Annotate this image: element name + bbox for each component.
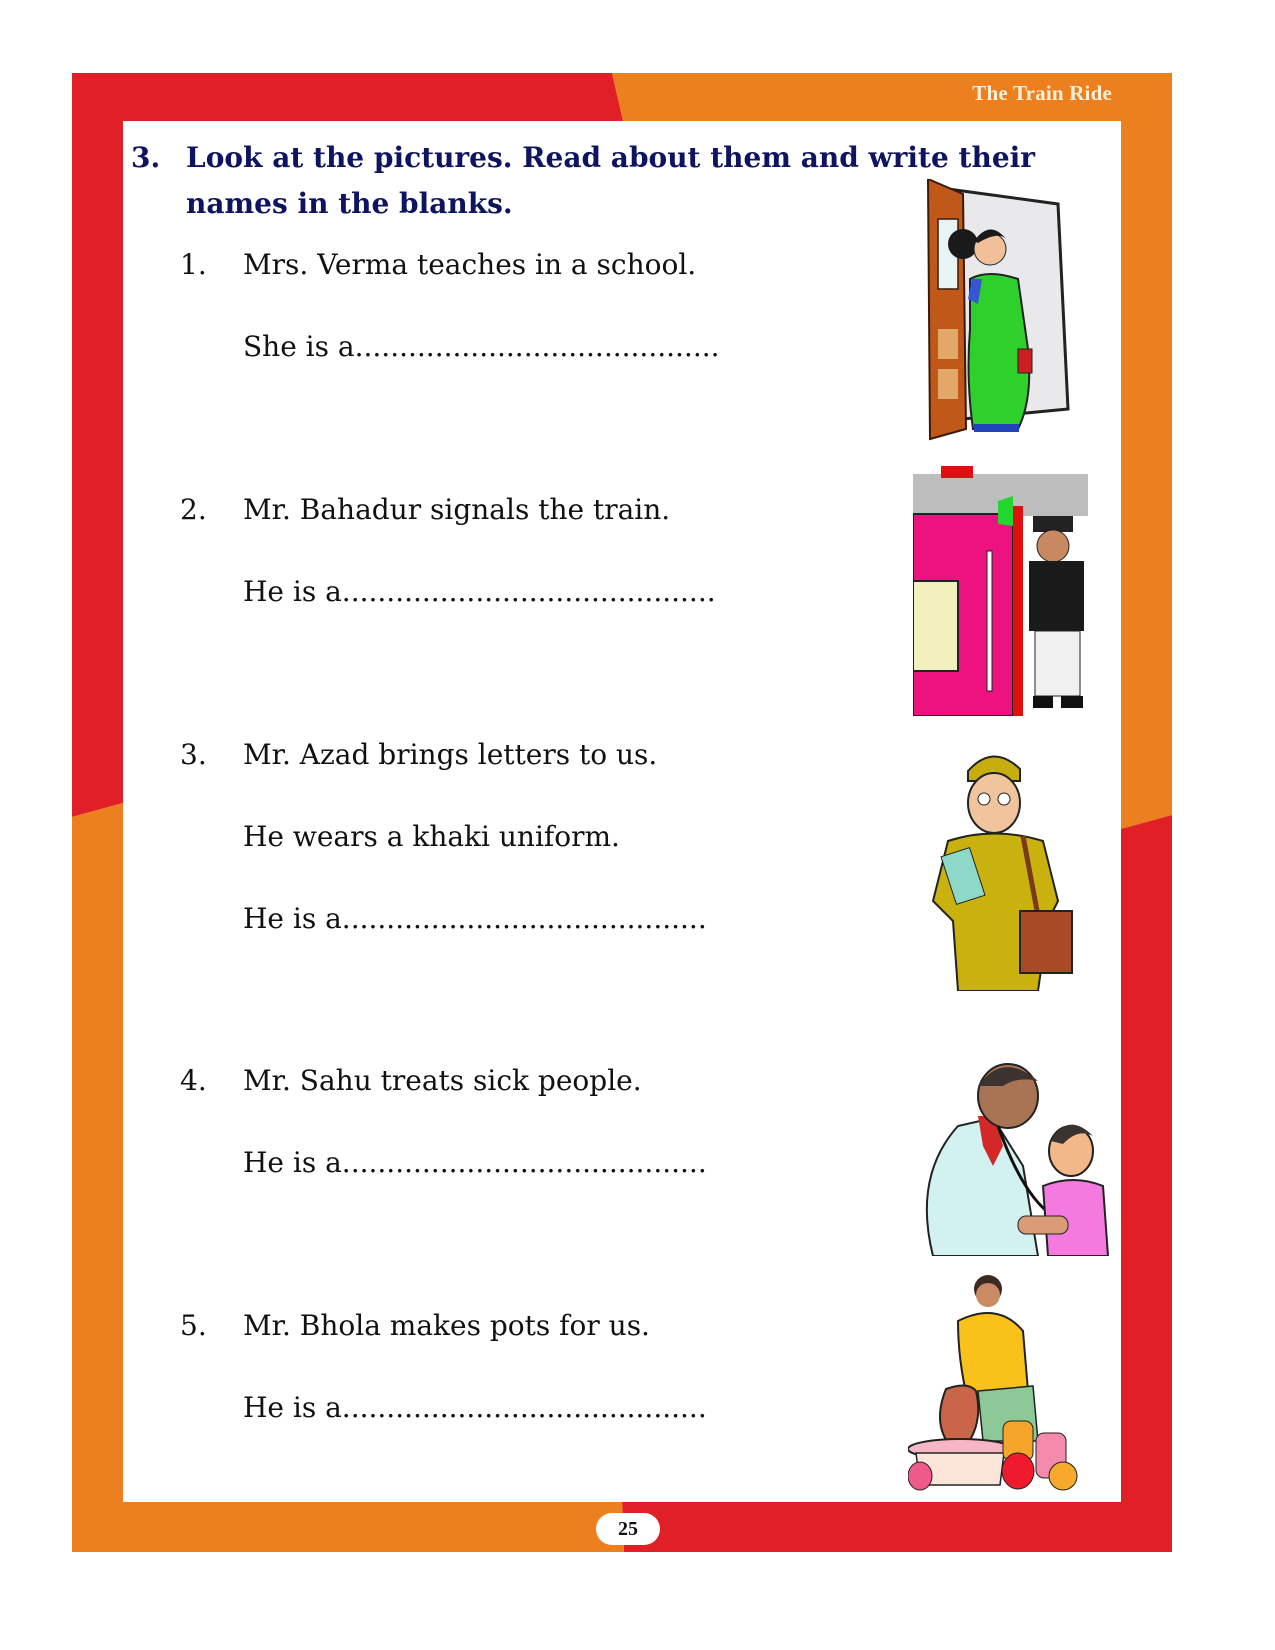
item-number: 3.	[180, 738, 207, 771]
item-number: 5.	[180, 1309, 207, 1342]
exercise-instruction: Look at the pictures. Read about them and write their names in the blanks.	[186, 141, 1036, 220]
item-sentence: He wears a khaki uniform.	[243, 820, 620, 853]
answer-blank[interactable]: He is a..........................................	[243, 575, 716, 608]
doctor-illustration	[903, 1056, 1118, 1256]
item-sentence: Mr. Sahu treats sick people.	[243, 1064, 642, 1097]
item-sentence: Mrs. Verma teaches in a school.	[243, 248, 697, 281]
item-sentence: Mr. Bhola makes pots for us.	[243, 1309, 650, 1342]
answer-blank[interactable]: He is a.........................................	[243, 1146, 707, 1179]
chapter-title: The Train Ride	[972, 81, 1112, 105]
content-area	[123, 121, 1121, 1502]
train-guard-illustration	[913, 466, 1088, 716]
item-number: 4.	[180, 1064, 207, 1097]
potter-illustration	[908, 1271, 1093, 1491]
postman-illustration	[908, 741, 1088, 991]
answer-blank[interactable]: She is a.........................................	[243, 330, 720, 363]
answer-blank[interactable]: He is a.........................................	[243, 1391, 707, 1424]
teacher-illustration	[908, 179, 1078, 444]
item-sentence: Mr. Bahadur signals the train.	[243, 493, 671, 526]
item-number: 2.	[180, 493, 207, 526]
item-sentence: Mr. Azad brings letters to us.	[243, 738, 658, 771]
item-number: 1.	[180, 248, 207, 281]
page-number-badge: 25	[596, 1513, 660, 1545]
answer-blank[interactable]: He is a.........................................	[243, 902, 707, 935]
page-frame	[72, 73, 1172, 1552]
exercise-number: 3.	[131, 141, 161, 174]
